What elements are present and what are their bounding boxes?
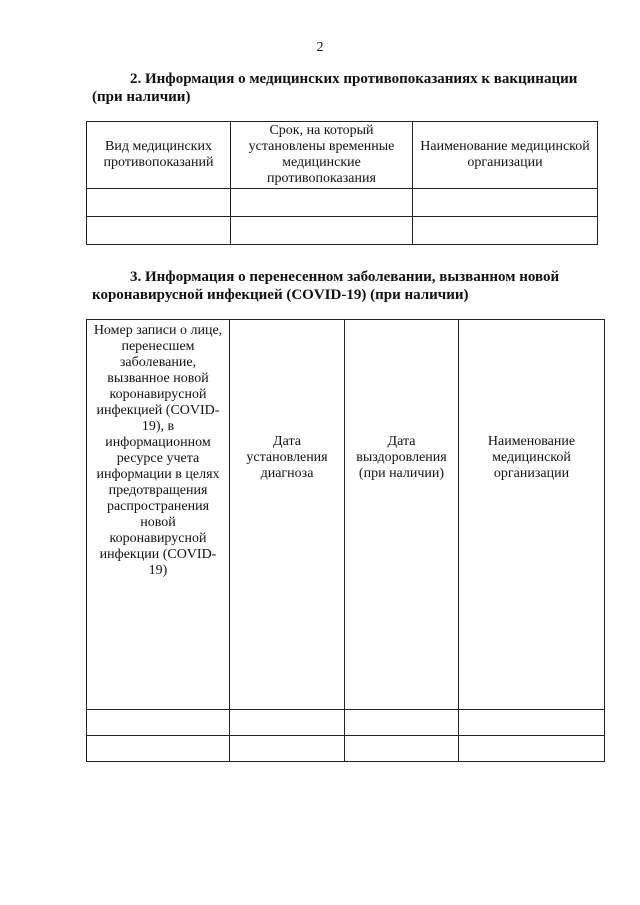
table-cell[interactable] xyxy=(345,736,459,762)
table-cell[interactable] xyxy=(87,736,230,762)
table-row xyxy=(87,710,605,736)
column-header-registry-record-number: Номер записи о лице, перенесшем заболевание, вызванное новой коронавирусной инфекцией (COVID-19), в информационном ресурсе учета информации в целях предотвращения распространения новой коронавирусной инфекции (COVID-19) xyxy=(87,320,230,710)
table-cell[interactable] xyxy=(413,217,598,245)
column-header-medical-organization: Наименование медицинской организации xyxy=(413,122,598,189)
table-header-row xyxy=(87,122,598,189)
table-cell[interactable] xyxy=(413,189,598,217)
column-header-contraindication-type: Вид медицинских противопоказаний xyxy=(87,122,231,189)
table-cell[interactable] xyxy=(345,710,459,736)
section-3-heading-text: 3. Информация о перенесенном заболевании, вызванном новой коронавирусной инфекцией (COVID-19) (при наличии) xyxy=(92,269,560,303)
table-cell[interactable] xyxy=(459,736,605,762)
table-cell[interactable] xyxy=(231,189,413,217)
contraindications-table xyxy=(86,121,598,245)
table-cell[interactable] xyxy=(230,736,345,762)
table-row xyxy=(87,217,598,245)
column-header-recovery-date: Дата выздоровления (при наличии) xyxy=(345,320,459,710)
table-cell[interactable] xyxy=(230,710,345,736)
table-header-row xyxy=(87,320,605,710)
page-number: 2 xyxy=(316,40,324,55)
covid-illness-table xyxy=(86,319,605,762)
table-cell[interactable] xyxy=(87,217,231,245)
table-cell[interactable] xyxy=(87,710,230,736)
table-cell[interactable] xyxy=(87,189,231,217)
table-row xyxy=(87,189,598,217)
section-2-heading-text: 2. Информация о медицинских противопоказаниях к вакцинации (при наличии) xyxy=(92,71,578,105)
column-header-medical-organization: Наименование медицинской организации xyxy=(459,320,605,710)
table-cell[interactable] xyxy=(231,217,413,245)
table-row xyxy=(87,736,605,762)
section-3-heading xyxy=(92,268,592,304)
table-cell[interactable] xyxy=(459,710,605,736)
column-header-diagnosis-date: Дата установления диагноза xyxy=(230,320,345,710)
section-2-heading xyxy=(92,70,592,106)
column-header-contraindication-period: Срок, на который установлены временные медицинские противопоказания xyxy=(231,122,413,189)
